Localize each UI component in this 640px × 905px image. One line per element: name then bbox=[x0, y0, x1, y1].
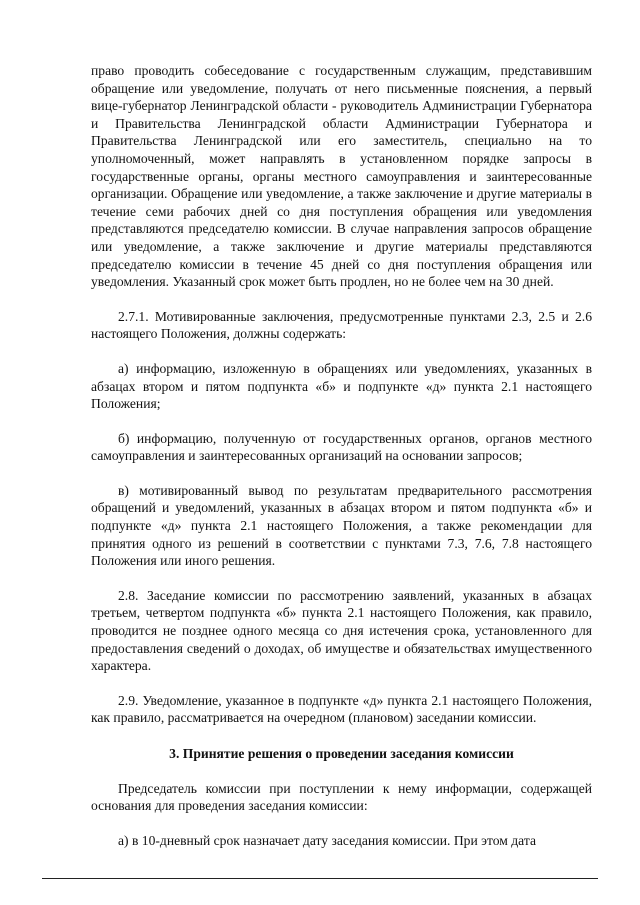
section-heading: 3. Принятие решения о проведении заседания комиссии bbox=[169, 746, 514, 761]
paragraph-2-8: 2.8. Заседание комиссии по рассмотрению заявлений, указанных в абзацах третьем, четвертом подпункта «б» пункта 2.1 настоящего Положения, как правило, проводится не позднее одного месяца со дня истечения срока, установленного для предоставления сведений о доходах, об имуществе и обязательствах имущественного характера. bbox=[91, 587, 592, 674]
paragraph-item-b: б) информацию, полученную от государственных органов, органов местного самоуправления и заинтересованных организаций на основании запросов; bbox=[91, 430, 592, 464]
paragraph-item-a: а) информацию, изложенную в обращениях или уведомлениях, указанных в абзацах втором и пятом подпункта «б» и подпункте «д» пункта 2.1 настоящего Положения; bbox=[91, 360, 592, 412]
paragraph-2-9: 2.9. Уведомление, указанное в подпункте «д» пункта 2.1 настоящего Положения, как правило, рассматривается на очередном (плановом) заседании комиссии. bbox=[91, 692, 592, 726]
paragraph-continuation: право проводить собеседование с государственным служащим, представившим обращение или уведомление, получать от него письменные пояснения, а первый вице-губернатор Ленинградской области - руководитель Администрации Губернатора и Правительства Ленинградской области Администрации Губернатора и Правительства Ленинградской или его заместитель, специально на то уполномоченный, может направлять в установленном порядке запросы в государственные органы, органы местного самоуправления и заинтересованные организации. Обращение или уведомление, а также заключение и другие материалы в течение семи рабочих дней со дня поступления обращения или уведомления представляются председателю комиссии. В случае направления запросов обращение или уведомление, а также заключение и другие материалы представляются председателю комиссии в течение 45 дней со дня поступления обращения или уведомления. Указанный срок может быть продлен, но не более чем на 30 дней. bbox=[91, 63, 592, 290]
paragraph-chairman: Председатель комиссии при поступлении к нему информации, содержащей основания для проведения заседания комиссии: bbox=[91, 780, 592, 814]
paragraph-item-v: в) мотивированный вывод по результатам предварительного рассмотрения обращений и уведомлений, указанных в абзацах втором и пятом подпункта «б» и подпункте «д» пункта 2.1 настоящего Положения, а также рекомендации для принятия одного из решений в соответствии с пунктами 7.3, 7.6, 7.8 настоящего Положения или иного решения. bbox=[91, 482, 592, 569]
bottom-divider bbox=[42, 878, 598, 879]
document-body bbox=[91, 62, 592, 849]
paragraph-item-a-date: а) в 10-дневный срок назначает дату заседания комиссии. При этом дата bbox=[118, 832, 536, 848]
paragraph-2-7-1: 2.7.1. Мотивированные заключения, предусмотренные пунктами 2.3, 2.5 и 2.6 настоящего Положения, должны содержать: bbox=[91, 308, 592, 342]
